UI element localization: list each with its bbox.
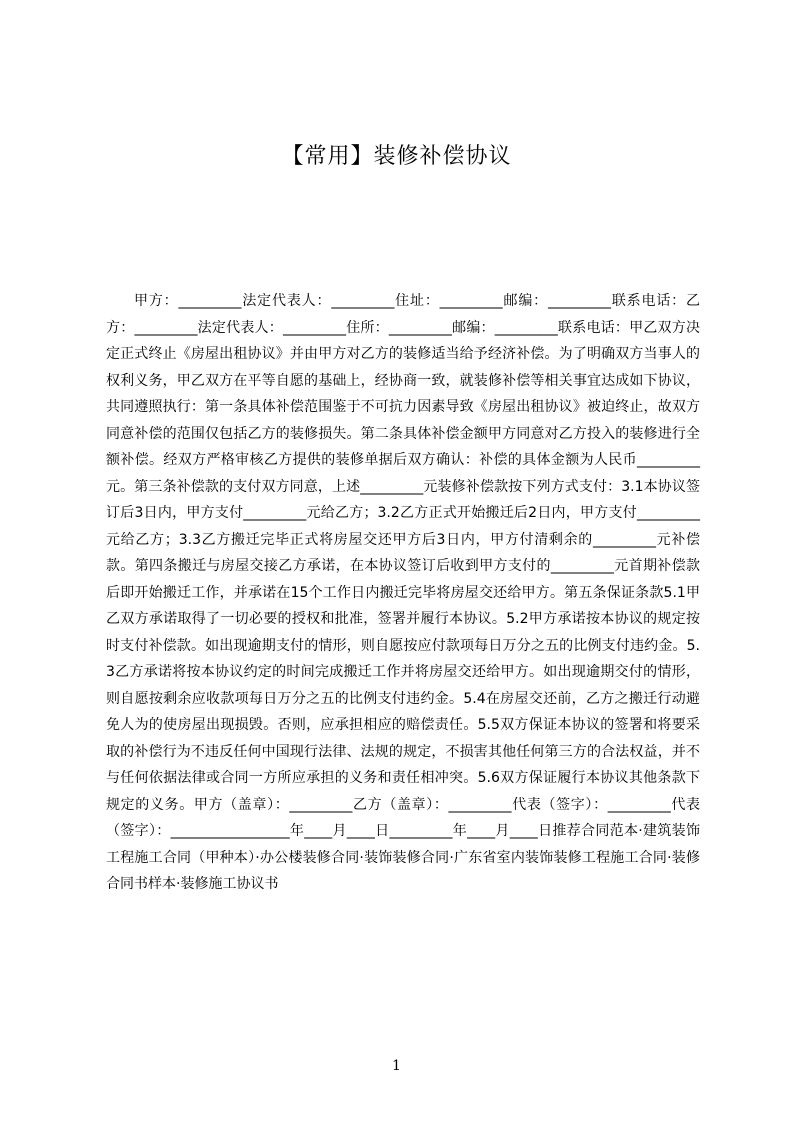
document-body: 甲方：_________法定代表人：_________住址：_________邮编：_________联系电话：乙方：_________法定代表人：_________住所：_________邮编：_________联系电话：甲乙双方决定正式终止《房屋出租协议》并由甲方对乙方的装修适当给予经济补偿。为了明确双方当事人的权利义务，甲乙双方在平等自愿的基础上，经协商一致，就装修补偿等相关事宜达成如下协议，共同遵照执行：第一条具体补偿范围鉴于不可抗力因素导致《房屋出租协议》被迫终止，故双方同意补偿的范围仅包括乙方的装修损失。第二条具体补偿金额甲方同意对乙方投入的装修进行全额补偿。经双方严格审核乙方提供的装修单据后双方确认：补偿的具体金额为人民币_________元。第三条补偿款的支付双方同意，上述_________元装修补偿款按下列方式支付：3.1本协议签订后3日内，甲方支付_________元给乙方；3.2乙方正式开始搬迁后2日内，甲方支付_________元给乙方；3.3乙方搬迁完毕正式将房屋交还甲方后3日内，甲方付清剩余的_________元补偿款。第四条搬迁与房屋交接乙方承诺，在本协议签订后收到甲方支付的_________元首期补偿款后即开始搬迁工作，并承诺在15个工作日内搬迁完毕将房屋交还给甲方。第五条保证条款5.1甲乙双方承诺取得了一切必要的授权和批准，签署并履行本协议。5.2甲方承诺按本协议的规定按时支付补偿款。如出现逾期支付的情形，则自愿按应付款项每日万分之五的比例支付违约金。5.3乙方承诺将按本协议约定的时间完成搬迁工作并将房屋交还给甲方。如出现逾期交付的情形，则自愿按剩余应收款项每日万分之五的比例支付违约金。5.4在房屋交还前，乙方之搬迁行动避免人为的使房屋出现损毁。否则，应承担相应的赔偿责任。5.5双方保证本协议的签署和将要采取的补偿行为不违反任何中国现行法律、法规的规定，不损害其他任何第三方的合法权益，并不与任何依据法律或合同一方所应承担的义务和责任相冲突。5.6双方保证履行本协议其他条款下规定的义务。甲方（盖章）：_________乙方（盖章）：_________代表（签字）：_________代表（签字）：_________________年____月____日_________年____月____日推荐合同范本·建筑装饰工程施工合同（甲种本）·办公楼装修合同·装饰装修合同·广东省室内装饰装修工程施工合同·装修合同书样本·装修施工协议书: [106, 293, 700, 892]
page-number: 1: [392, 1058, 401, 1074]
document-title: 【常用】装修补偿协议: [281, 144, 512, 169]
